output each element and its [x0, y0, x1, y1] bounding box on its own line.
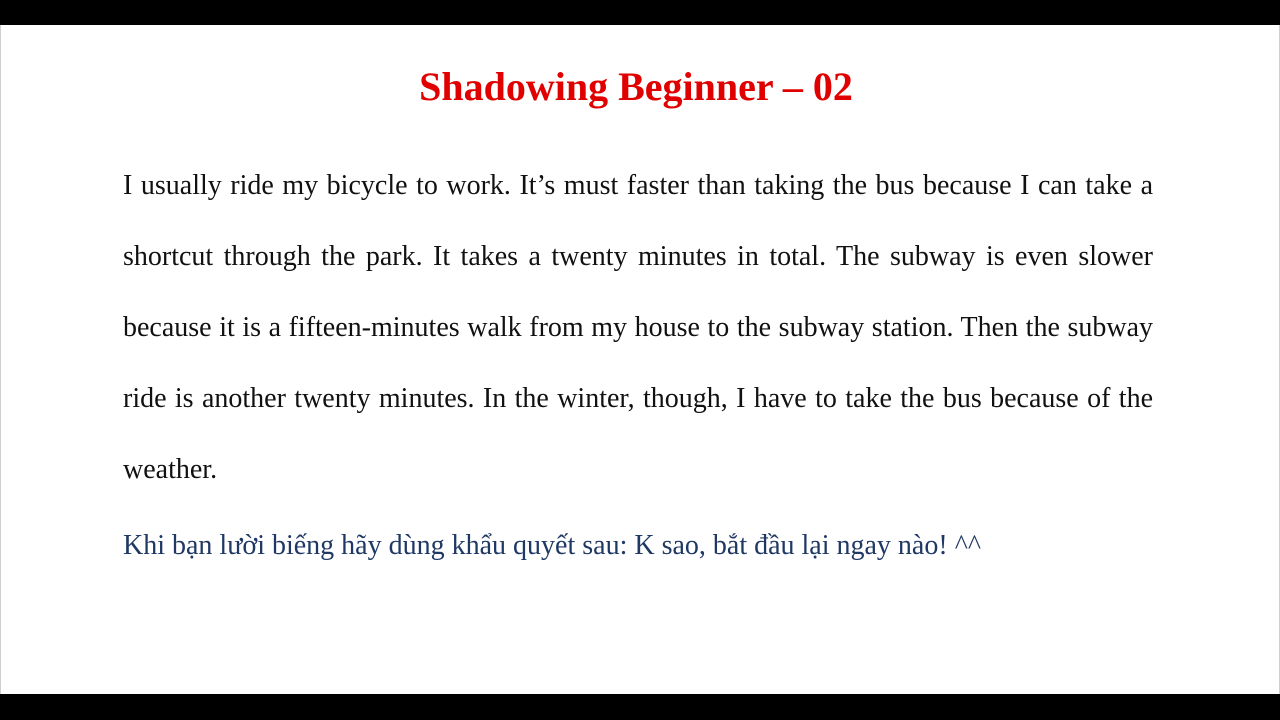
shadowing-passage: I usually ride my bicycle to work. It’s must faster than taking the bus because I can take a shortcut through the park. It takes a twenty minutes in total. The subway is even slower because it is a fifteen-minutes walk from my house to the subway station. Then the subway ride is another twenty minutes. In the winter, though, I have to take the bus because of the weather. — [123, 170, 1153, 485]
motivation-note: Khi bạn lười biếng hãy dùng khẩu quyết sau: K sao, bắt đầu lại ngay nào! ^^ — [123, 530, 981, 561]
page-title: Shadowing Beginner – 02 — [419, 64, 853, 109]
document-page — [0, 25, 1280, 694]
